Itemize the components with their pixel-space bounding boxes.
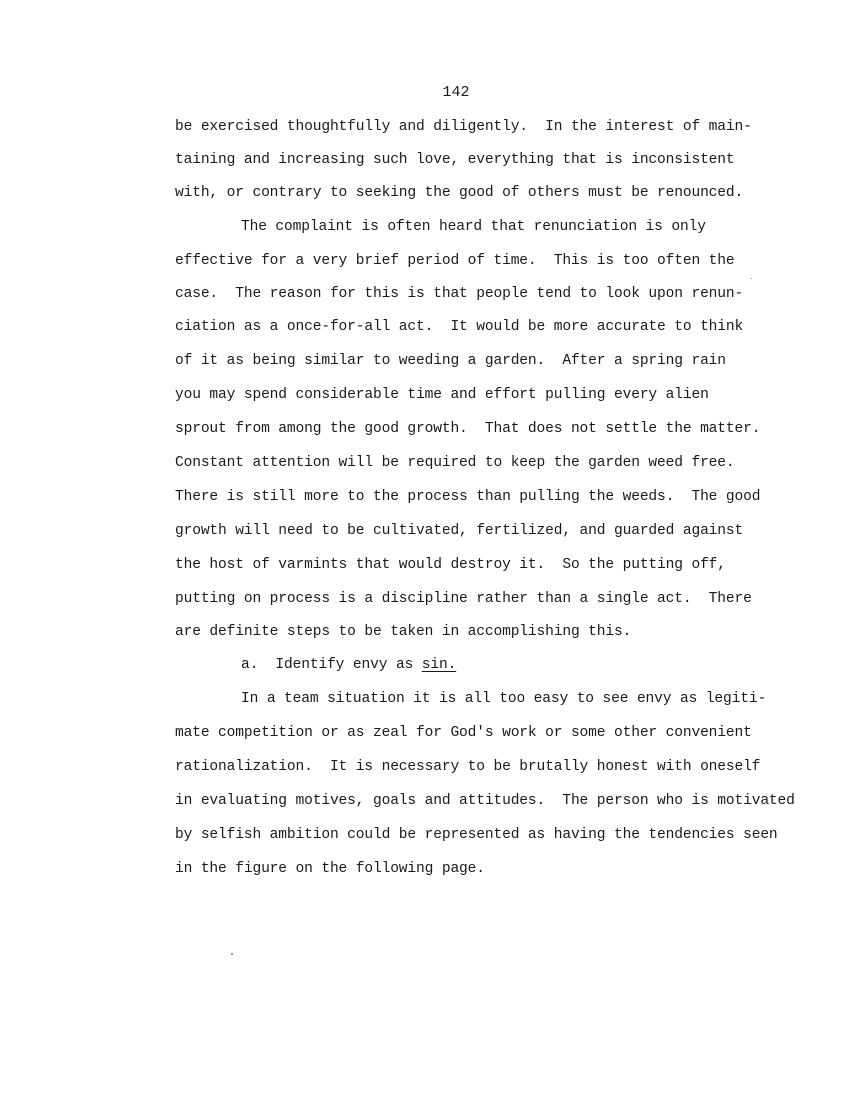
text-line: case. The reason for this is that people tend to look upon renun- — [175, 286, 744, 302]
text-line: taining and increasing such love, everything that is inconsistent — [175, 152, 735, 168]
text-line: in evaluating motives, goals and attitudes. The person who is motivated — [175, 793, 795, 809]
text-line: are definite steps to be taken in accomplishing this. — [175, 624, 632, 640]
text-line: effective for a very brief period of time. This is too often the — [175, 253, 735, 269]
paragraph-start-line: In a team situation it is all too easy to see envy as legiti- — [241, 691, 767, 707]
scan-speck — [231, 953, 233, 955]
text-line: mate competition or as zeal for God's work or some other convenient — [175, 725, 752, 741]
text-line: growth will need to be cultivated, fertilized, and guarded against — [175, 523, 744, 539]
text-line: the host of varmints that would destroy it. So the putting off, — [175, 557, 726, 573]
step-a-emphasis: sin. — [421, 657, 457, 673]
text-line: you may spend considerable time and effort pulling every alien — [175, 387, 709, 403]
paragraph-start-line: The complaint is often heard that renunciation is only — [241, 219, 706, 235]
text-line: be exercised thoughtfully and diligently. In the interest of main- — [175, 119, 752, 135]
text-line: Constant attention will be required to keep the garden weed free. — [175, 455, 735, 471]
text-line: putting on process is a discipline rather than a single act. There — [175, 591, 752, 607]
text-line: ciation as a once-for-all act. It would be more accurate to think — [175, 319, 744, 335]
text-line: sprout from among the good growth. That does not settle the matter. — [175, 421, 761, 437]
scan-speck — [751, 278, 752, 279]
text-line: by selfish ambition could be represented as having the tendencies seen — [175, 827, 778, 843]
text-line: of it as being similar to weeding a garden. After a spring rain — [175, 353, 726, 369]
text-line: There is still more to the process than pulling the weeds. The good — [175, 489, 761, 505]
step-a-line — [241, 656, 456, 674]
text-line: in the figure on the following page. — [175, 861, 485, 877]
text-line: rationalization. It is necessary to be brutally honest with oneself — [175, 759, 761, 775]
step-a-text: a. Identify envy as — [241, 657, 422, 673]
text-line: with, or contrary to seeking the good of others must be renounced. — [175, 185, 744, 201]
page-number: 142 — [442, 84, 470, 101]
